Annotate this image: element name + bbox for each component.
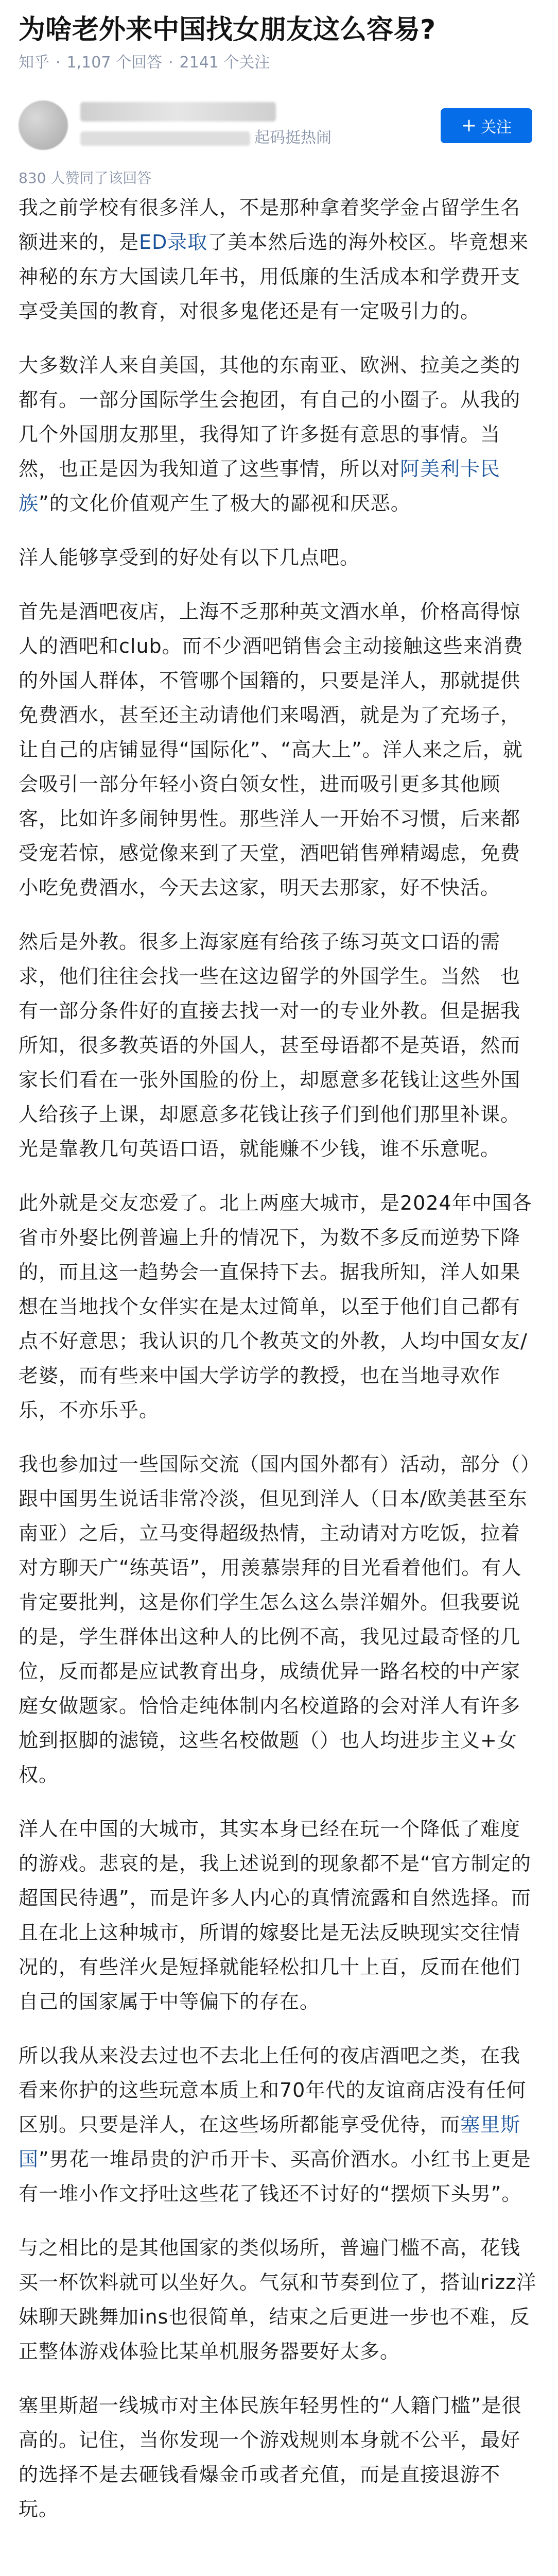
question-header	[19, 0, 539, 74]
answer-paragraph	[19, 191, 539, 329]
follow-label: 关注	[481, 118, 512, 137]
paragraph-text: 塞里斯超一线城市对主体民族年轻男性的“人籍门槛”是很高的。记住，当你发现一个游戏规则本身就不公平，最好的选择不是去砸钱看爆金币或者充值，而是直接退游不玩。	[19, 2394, 522, 2520]
answer-paragraph	[19, 925, 539, 1166]
answer-paragraph	[19, 1812, 539, 2019]
follow-button[interactable]	[441, 108, 532, 143]
avatar[interactable]	[19, 100, 68, 150]
inline-link[interactable]: 阿美利卡民族	[19, 457, 501, 515]
paragraph-text: 首先是酒吧夜店，上海不乏那种英文酒水单，价格高得惊人的酒吧和club。而不少酒吧销售会主动接触这些来消费的外国人群体，不管哪个国籍的，只要是洋人，那就提供免费酒水，甚至还主动请他们来喝酒，就是为了充场子，让自己的店铺显得“国际化”、“高大上”。洋人来之后，就会吸引一部分年轻小资白领女性，进而吸引更多其他顾客，比如许多闹钟男性。那些洋人一开始不习惯，后来都受宠若惊，感觉像来到了天堂，酒吧销售殚精竭虑，免费小吃免费酒水，今天去这家，明天去那家，好不快活。	[19, 600, 524, 899]
answer-paragraph	[19, 2231, 539, 2369]
source-label: 知乎	[19, 54, 49, 72]
author-bio-blurred	[80, 131, 250, 146]
paragraph-text: 此外就是交友恋爱了。北上两座大城市，是2024年中国各省市外娶比例普遍上升的情况下，为数不多反而逆势下降的，而且这一趋势会一直保持下去。据我所知，洋人如果想在当地找个女伴实在是太过简单，以至于他们自己都有点不好意思；我认识的几个教英文的外教，人均中国女友/老婆，而有些来中国大学访学的教授，也在当地寻欢作乐，不亦乐乎。	[19, 1192, 532, 1421]
separator-dot: ·	[168, 54, 173, 72]
answer-paragraph	[19, 1186, 539, 1428]
paragraph-text: 与之相比的是其他国家的类似场所，普遍门槛不高，花钱买一杯饮料就可以坐好久。气氛和节奏到位了，搭讪rizz洋妹聊天跳舞加ins也很简单，结束之后更进一步也不难，反正整体游戏体验比某单机服务器要好太多。	[19, 2236, 537, 2363]
paragraph-text: 然后是外教。很多上海家庭有给孩子练习英文口语的需求，他们往往会找一些在这边留学的外国学生。当然 也有一部分条件好的直接去找一对一的专业外教。但是据我所知，很多教英语的外国人，甚至母语都不是英语，然而家长们看在一张外国脸的份上，却愿意多花钱让这些外国人给孩子上课，却愿意多花钱让孩子们到他们那里补课。光是靠教几句英语口语，就能赚不少钱，谁不乐意呢。	[19, 930, 521, 1160]
followers-count: 2141 个关注	[179, 54, 270, 72]
vote-note: 830 人赞同了该回答	[19, 170, 152, 187]
paragraph-text: 所以我从来没去过也不去北上任何的夜店酒吧之类，在我看来你护的这些玩意本质上和70年代的友谊商店没有任何区别。只要是洋人，在这些场所都能享受优待，而	[19, 2044, 527, 2136]
author-name-blurred[interactable]	[80, 102, 276, 122]
question-meta	[19, 52, 539, 74]
author-row	[19, 92, 539, 159]
answers-count[interactable]: 1,107 个回答	[66, 54, 162, 72]
answer-body	[19, 191, 539, 2527]
answer-paragraph	[19, 1447, 539, 1792]
paragraph-text: 洋人能够享受到的好处有以下几点吧。	[19, 546, 360, 569]
paragraph-text: 我之前学校有很多洋人，不是那种拿着奖学金占留学生名额进来的，是	[19, 196, 521, 253]
paragraph-text: 我也参加过一些国际交流（国内国外都有）活动，部分（）跟中国男生说话非常冷淡，但见到洋人（日本/欧美甚至东南亚）之后，立马变得超级热情，主动请对方吃饭，拉着对方聊天广“练英语”，用羡慕崇拜的目光看着他们。有人肯定要批判，这是你们学生怎么这么崇洋媚外。但我要说的是，学生群体出这种人的比例不高，我见过最奇怪的几位，反而都是应试教育出身，成绩优异一路名校的中产家庭女做题家。恰恰走纯体制内名校道路的会对洋人有许多尬到抠脚的滤镜，这些名校做题（）也人均进步主义+女权。	[19, 1453, 531, 1786]
paragraph-text: 了美本然后选的海外校区。毕竟想来神秘的东方大国读几年书，用低廉的生活成本和学费开支享受美国的教育，对很多鬼佬还是有一定吸引力的。	[19, 231, 529, 323]
answer-paragraph	[19, 540, 539, 575]
paragraph-text: ”的文化价值观产生了极大的鄙视和厌恶。	[39, 492, 411, 515]
paragraph-text: ”男花一堆昂贵的沪币开卡、买高价酒水。小红书上更是有一堆小作文抒吐这些花了钱还不讨好的“摆烦下头男”。	[19, 2148, 531, 2205]
answer-paragraph	[19, 348, 539, 521]
paragraph-text: 洋人在中国的大城市，其实本身已经在玩一个降低了难度的游戏。悲哀的是，我上述说到的现象都不是“官方制定的超国民待遇”，而是许多人内心的真情流露和自然选择。而且在北上这种城市，所谓的嫁娶比是无法反映现实交往情况的，有些洋火是短择就能轻松扣几十上百，反而在他们自己的国家属于中等偏下的存在。	[19, 1818, 531, 2013]
question-title[interactable]: 为啥老外来中国找女朋友这么容易?	[19, 14, 436, 45]
answer-paragraph	[19, 2039, 539, 2211]
separator-dot: ·	[56, 54, 61, 72]
answer-paragraph	[19, 595, 539, 905]
author-bio-text: 起码挺热闹	[254, 129, 332, 147]
answer-paragraph	[19, 2388, 539, 2527]
paragraph-text: 大多数洋人来自美国，其他的东南亚、欧洲、拉美之类的都有。一部分国际学生会抱团，有自己的小圈子。从我的几个外国朋友那里，我得知了许多挺有意思的事情。当然，也正是因为我知道了这些事情，所以对	[19, 354, 521, 480]
inline-link[interactable]: 塞里斯国	[19, 2113, 521, 2171]
plus-icon: +	[461, 115, 477, 136]
inline-link[interactable]: ED录取	[139, 231, 208, 253]
